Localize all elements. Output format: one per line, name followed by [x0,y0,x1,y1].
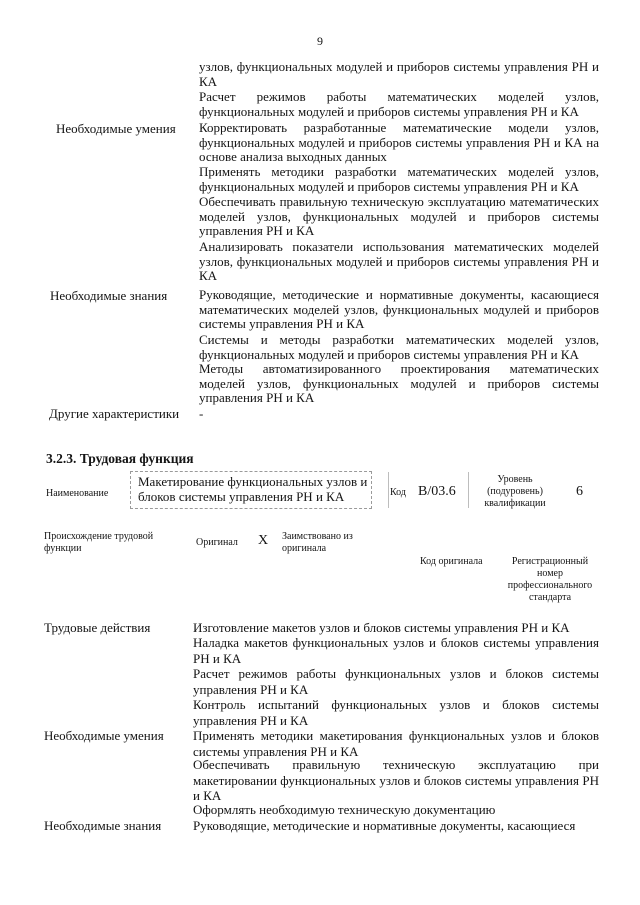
code-value: B/03.6 [418,484,456,499]
page-number: 9 [317,34,323,48]
s1-row0-item1: Расчет режимов работы математических моделей узлов, функциональных модулей и приборов системы управления РН и КА [199,89,599,119]
original-label: Оригинал [196,537,238,548]
s1-row0-item0: узлов, функциональных модулей и приборов системы управления РН и КА [199,59,599,89]
level-value: 6 [576,484,583,499]
s2-label-knowledge: Необходимые знания [44,818,162,833]
code-label: Код [390,487,406,498]
s1-row1-item0: Корректировать разработанные математические модели узлов, функциональных модулей и приборов системы управления РН и КА на основе анализа выходных данных [199,120,599,164]
level-label: Уровень (подуровень) квалификации [484,474,546,509]
s2-row0-item0: Изготовление макетов узлов и блоков системы управления РН и КА [193,620,570,635]
s1-label-skills: Необходимые умения [56,121,176,136]
s2-label-actions: Трудовые действия [44,620,151,635]
s1-row1-item3: Анализировать показатели использования математических моделей узлов, функциональных модулей и приборов системы управления РН и КА [199,239,599,283]
reg-number-label: Регистрационный номер профессионального стандарта [507,556,593,603]
original-mark: X [258,533,269,548]
divider [468,472,469,508]
s2-label-skills: Необходимые умения [44,728,164,743]
s2-row1-item1: Обеспечивать правильную техническую эксплуатацию при макетировании функциональных узлов и блоков системы управления РН и КА [193,757,599,803]
s2-row2-item0: Руководящие, методические и нормативные документы, касающиеся [193,818,576,833]
s1-row2-item1: Системы и методы разработки математических моделей узлов, функциональных модулей и приборов системы управления РН и КА [199,332,599,362]
s1-label-knowledge: Необходимые знания [50,288,168,303]
s1-row1-item1: Применять методики разработки математических моделей узлов, функциональных модулей и приборов системы управления РН и КА [199,164,599,194]
s1-row2-item0: Руководящие, методические и нормативные документы, касающиеся математических моделей узлов, функциональных модулей и приборов системы управления РН и КА [199,287,599,331]
name-label: Наименование [46,488,109,499]
s2-row0-item1: Наладка макетов функциональных узлов и блоков системы управления РН и КА [193,635,599,666]
section-heading: 3.2.3. Трудовая функция [46,451,194,466]
s2-row1-item2: Оформлять необходимую техническую документацию [193,802,496,817]
s2-row1-item0: Применять методики макетирования функциональных узлов и блоков системы управления РН и КА [193,728,599,759]
code-original-label: Код оригинала [420,556,483,567]
name-value: Макетирование функциональных узлов и блоков системы управления РН и КА [138,474,368,504]
s1-row1-item2: Обеспечивать правильную техническую эксплуатацию математических моделей узлов, функциональных модулей и приборов системы управления РН и КА [199,194,599,238]
s1-label-other: Другие характеристики [49,406,180,421]
s2-row0-item3: Контроль испытаний функциональных узлов и блоков системы управления РН и КА [193,697,599,728]
s2-row0-item2: Расчет режимов работы функциональных узлов и блоков системы управления РН и КА [193,666,599,697]
origin-label: Происхождение трудовой функции [44,531,154,554]
divider [388,472,389,508]
borrowed-label: Заимствовано из оригинала [282,531,353,554]
s1-row3-item0: - [199,406,204,421]
s1-row2-item2: Методы автоматизированного проектирования математических моделей узлов, функциональных модулей и приборов системы управления РН и КА [199,361,599,405]
